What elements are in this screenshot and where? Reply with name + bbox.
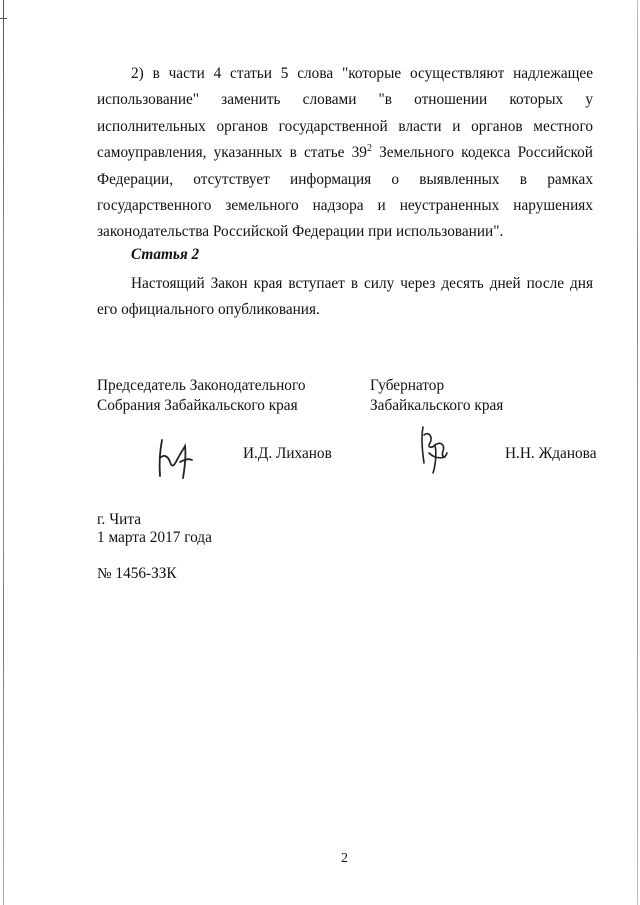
amendment-paragraph: [97, 61, 593, 246]
scan-edge-mark: [0, 18, 7, 19]
chair-signature: [150, 432, 200, 482]
chair-title: [97, 376, 306, 416]
chair-name: И.Д. Лиханов: [243, 445, 332, 462]
governor-title-line1: Губернатор: [370, 377, 445, 394]
article-heading: Статья 2: [131, 246, 200, 263]
governor-name: Н.Н. Жданова: [505, 445, 597, 462]
city: г. Чита: [97, 511, 141, 528]
page-number: 2: [341, 851, 348, 866]
scan-edge-left: [3, 0, 4, 905]
governor-signature: [415, 423, 455, 475]
law-number: № 1456-ЗЗК: [97, 565, 177, 582]
adoption-date: 1 марта 2017 года: [97, 529, 212, 546]
article-text: Настоящий Закон края вступает в силу через десять дней после дня его официального опубликования.: [97, 275, 593, 319]
chair-title-line2: Собрания Забайкальского края: [97, 397, 298, 414]
amendment-text-part1: 2) в части 4 статьи 5 слова "которые осуществляют надлежащее использование" заменить словами "в отношении которых у исполнительных органов государственной власти и органов местного самоуправления, указанных в статье 39: [97, 65, 593, 162]
chair-title-line1: Председатель Законодательного: [97, 377, 306, 394]
amendment-text-part2: Земельного кодекса Российской Федерации, отсутствует информация о выявленных в рамках государственного земельного надзора и неустраненных нарушениях законодательства Российской Федерации при использовании".: [97, 144, 593, 241]
governor-title-line2: Забайкальского края: [370, 397, 504, 414]
scan-edge-right: [637, 0, 638, 905]
article-superscript: 2: [366, 143, 372, 155]
governor-title: [370, 376, 503, 416]
